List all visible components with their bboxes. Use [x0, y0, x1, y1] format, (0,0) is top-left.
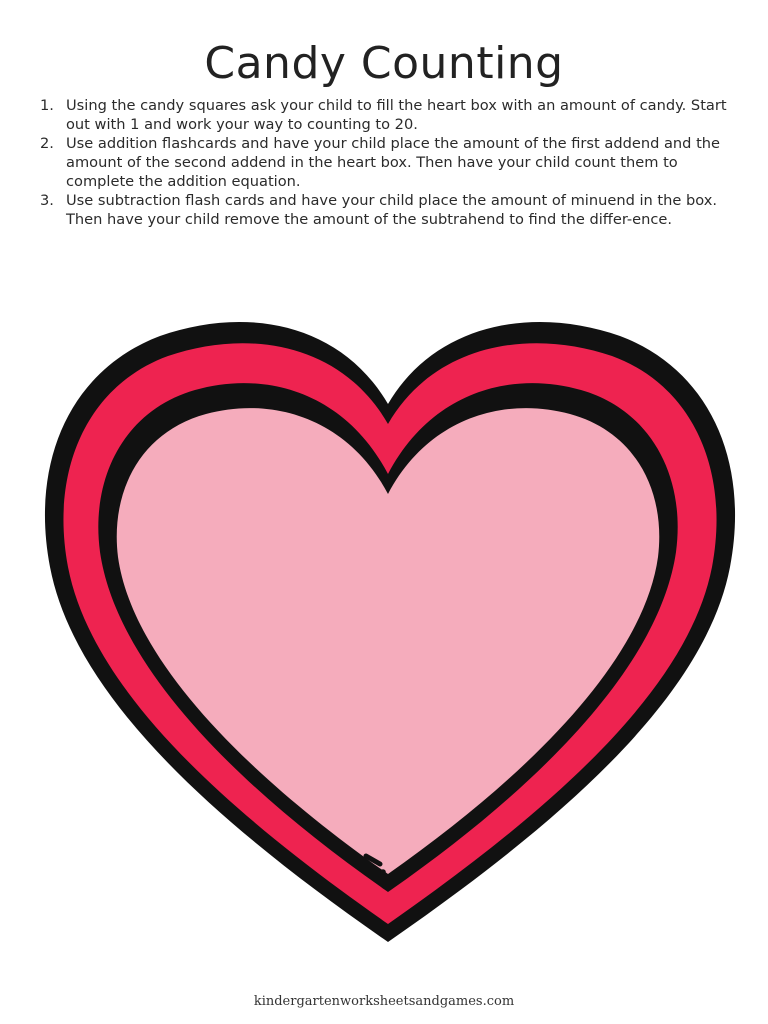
instruction-text: Using the candy squares ask your child to fill the heart box with an amount of candy. Start out with 1 and work your way to counting to 20.	[66, 97, 727, 133]
instruction-text: Use addition flashcards and have your child place the amount of the first addend and the amount of the second addend in the heart box. Then have your child count them to complete the addition equation.	[66, 135, 721, 190]
instruction-item-3	[40, 191, 730, 229]
footer-website: kindergartenworksheetsandgames.com	[253, 994, 515, 1009]
instruction-text: Use subtraction flash cards and have your child place the amount of minuend in the box. Then have your child remove the amount of the subtrahend to find the differ-ence.	[66, 192, 718, 228]
heart-box	[40, 312, 740, 952]
instructions-list	[40, 96, 730, 229]
instruction-item-2	[40, 134, 730, 191]
heart-icon	[40, 312, 740, 952]
instruction-number: 3.	[40, 192, 54, 209]
page-title: Candy Counting	[204, 38, 564, 89]
instruction-item-1	[40, 96, 730, 134]
instruction-number: 1.	[40, 97, 54, 114]
instruction-number: 2.	[40, 135, 54, 152]
heart-highlight-dot	[380, 869, 386, 875]
